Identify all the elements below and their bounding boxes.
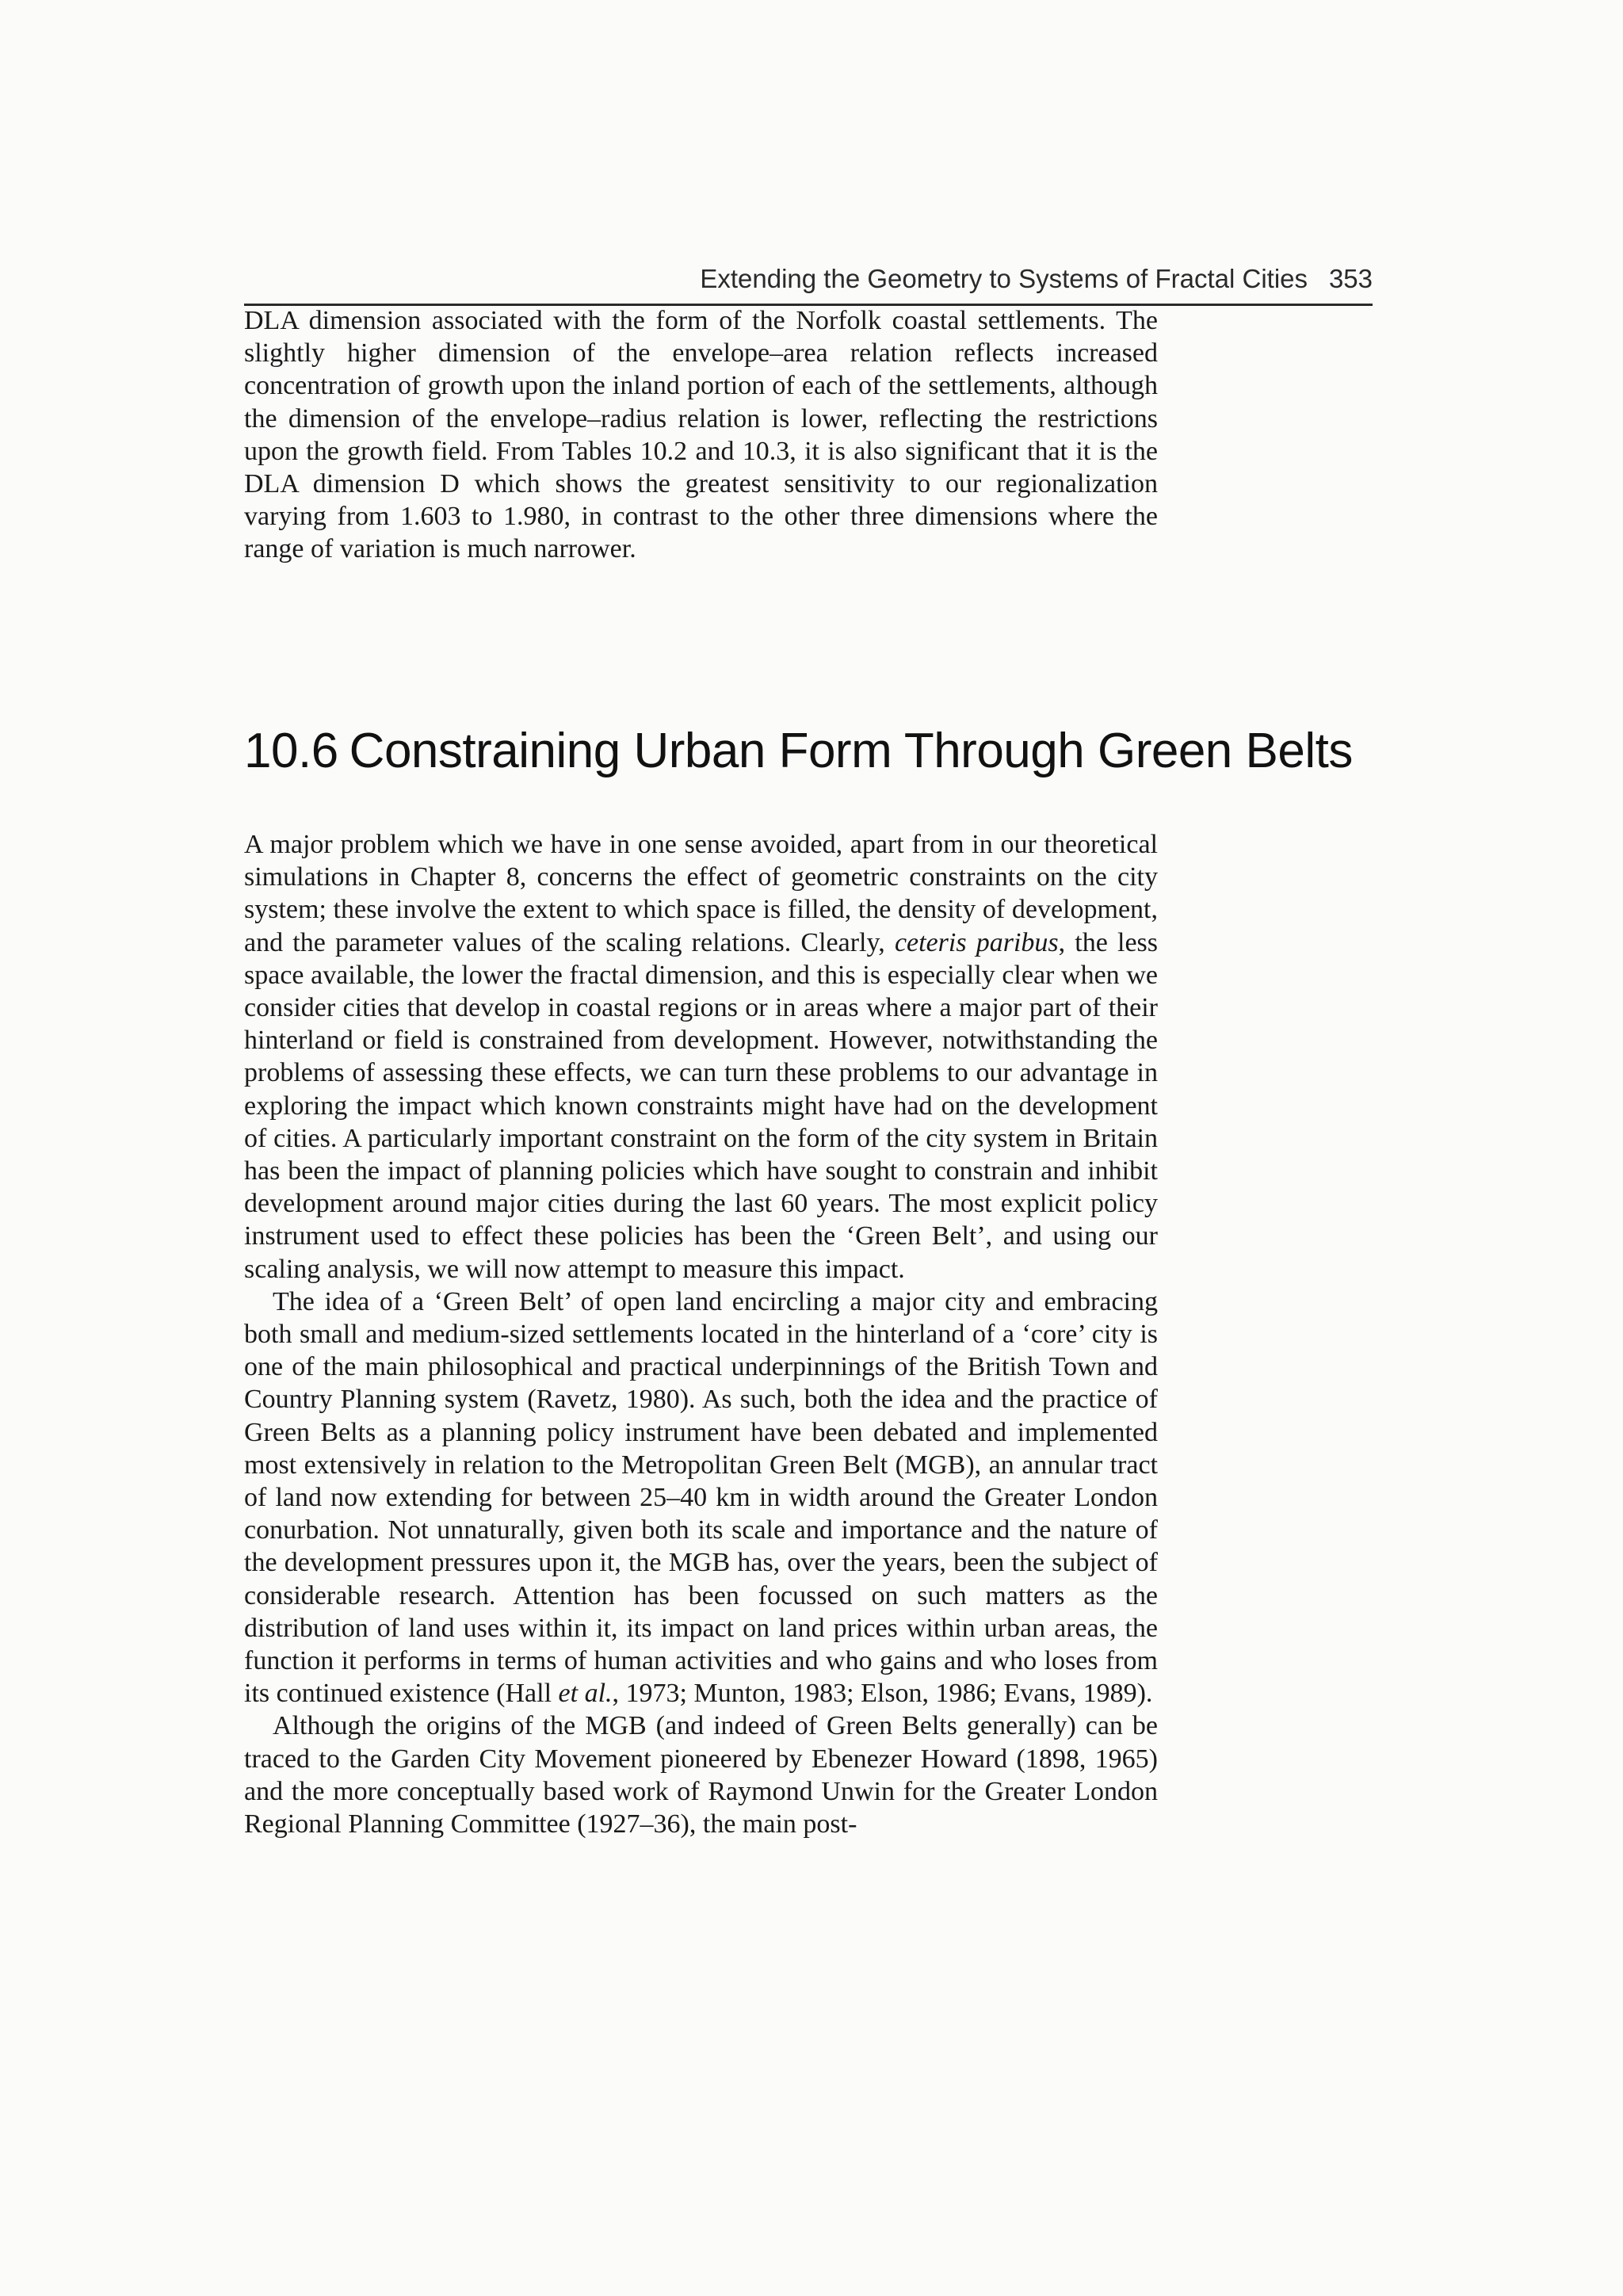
- continuation-paragraph: DLA dimension associated with the form of the Norfolk coastal settlements. The slightly higher dimension of the envelope–area relation reflects increased concentration of growth upon the inland portion of each of the settlements, although the dimension of the envelope–radius relation is lower, reflecting the restrictions upon the growth field. From Tables 10.2 and 10.3, it is also significant that it is the DLA dimension D which shows the greatest sensitivity to our regionalization varying from 1.603 to 1.980, in contrast to the other three dimensions where the range of variation is much narrower.: [244, 306, 1158, 564]
- section-number: 10.6: [244, 724, 338, 778]
- italic-phrase: et al.: [558, 1679, 613, 1709]
- section-body: [244, 828, 1158, 1840]
- italic-phrase: ceteris paribus: [894, 927, 1059, 957]
- continuation-text: [244, 304, 1158, 566]
- paragraph-text: A major problem which we have in one sense avoided, apart from in our theoretical simulations in Chapter 8, concerns the effect of geometric constraints on the city system; these involve the extent to which space is filled, the density of development, and the parameter values of the scaling relations. Clearly,: [244, 830, 1158, 957]
- paragraph-text: The idea of a ‘Green Belt’ of open land encircling a major city and embracing both small and medium-sized settlements located in the hinterland of a ‘core’ city is one of the main philosophical and practical underpinnings of the British Town and Country Planning system (Ravetz, 1980). As such, both the idea and the practice of Green Belts as a planning policy instrument have been debated and implemented most extensively in relation to the Metropolitan Green Belt (MGB), an annular tract of land now extending for between 25–40 km in width around the Greater London conurbation. Not unnaturally, given both its scale and importance and the nature of the development pressures upon it, the MGB has, over the years, been the subject of considerable research. Attention has been focussed on such matters as the distribution of land uses within it, its impact on land prices within urban areas, the function it performs in terms of human activities and who gains and who loses from its continued existence (Hall: [244, 1286, 1158, 1709]
- running-head: [244, 259, 1373, 306]
- page-number: 353: [1328, 264, 1373, 293]
- body-paragraph-1: [244, 828, 1158, 1286]
- body-paragraph-3: [244, 1710, 1158, 1840]
- section-title: Constraining Urban Form Through Green Belts: [349, 724, 1353, 778]
- running-head-title: Extending the Geometry to Systems of Fractal Cities: [700, 264, 1308, 293]
- body-paragraph-2: [244, 1286, 1158, 1710]
- paragraph-text: , 1973; Munton, 1983; Elson, 1986; Evans, 1989).: [612, 1679, 1153, 1709]
- section-heading: [244, 723, 1353, 779]
- paragraph-text: Although the origins of the MGB (and indeed of Green Belts generally) can be traced to the Garden City Movement pioneered by Ebenezer Howard (1898, 1965) and the more conceptually based work of Raymond Unwin for the Greater London Regional Planning Committee (1927–36), the main post-: [244, 1711, 1158, 1839]
- paragraph-text: , the less space available, the lower the fractal dimension, and this is especially clear when we consider cities that develop in coastal regions or in areas where a major part of their hinterland or field is constrained from development. However, notwithstanding the problems of assessing these effects, we can turn these problems to our advantage in exploring the impact which known constraints might have had on the development of cities. A particularly important constraint on the form of the city system in Britain has been the impact of planning policies which have sought to constrain and inhibit development around major cities during the last 60 years. The most explicit policy instrument used to effect these policies has been the ‘Green Belt’, and using our scaling analysis, we will now attempt to measure this impact.: [244, 927, 1158, 1284]
